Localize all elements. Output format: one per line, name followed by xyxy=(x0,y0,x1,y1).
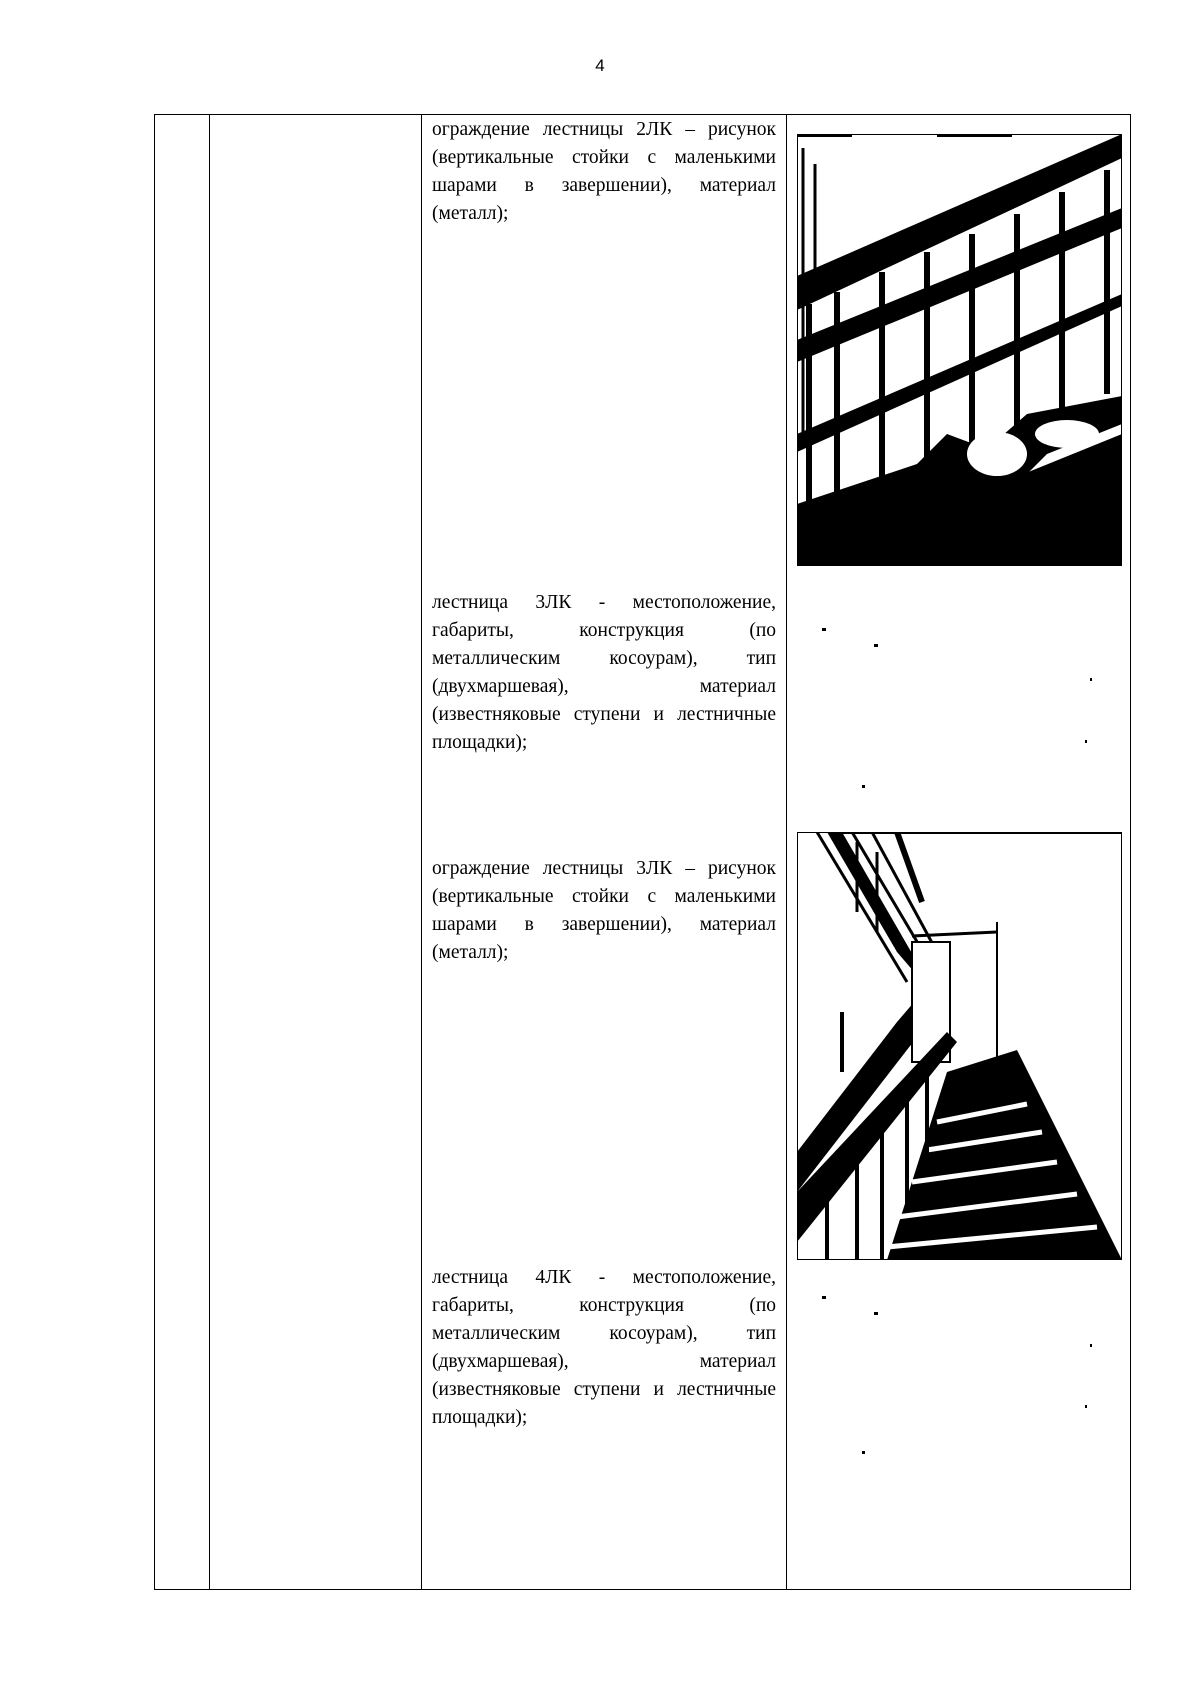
railing-2lk-photo xyxy=(797,134,1122,566)
column-divider-1 xyxy=(209,115,210,1589)
scan-speck xyxy=(1085,740,1087,743)
scan-speck xyxy=(1085,1405,1087,1408)
column-divider-3 xyxy=(786,115,787,1589)
scan-speck xyxy=(1090,1344,1092,1347)
scan-speck xyxy=(862,785,865,788)
scan-speck xyxy=(822,628,826,631)
scan-speck xyxy=(862,1451,865,1454)
scan-speck xyxy=(874,644,878,647)
scan-speck xyxy=(874,1312,878,1315)
railing-3lk-photo xyxy=(797,832,1122,1260)
row-text-staircase-4lk: лестница 4ЛК - местоположение, габариты, конструкция (по металлическим косоурам), тип (двухмаршевая), материал (известняковые ступени и лестничные площадки); xyxy=(432,1267,776,1428)
page-number: 4 xyxy=(595,56,605,75)
row-text-railing-3lk: ограждение лестницы 3ЛК – рисунок (вертикальные стойки с маленькими шарами в завершении), материал (металл); xyxy=(432,858,776,963)
scan-speck xyxy=(1090,678,1092,681)
row-text-staircase-3lk: лестница 3ЛК - местоположение, габариты, конструкция (по металлическим косоурам), тип (двухмаршевая), материал (известняковые ступени и лестничные площадки); xyxy=(432,592,776,753)
row-text-railing-2lk: ограждение лестницы 2ЛК – рисунок (вертикальные стойки с маленькими шарами в завершении), материал (металл); xyxy=(432,119,776,224)
column-divider-2 xyxy=(421,115,422,1589)
scan-speck xyxy=(822,1296,826,1299)
